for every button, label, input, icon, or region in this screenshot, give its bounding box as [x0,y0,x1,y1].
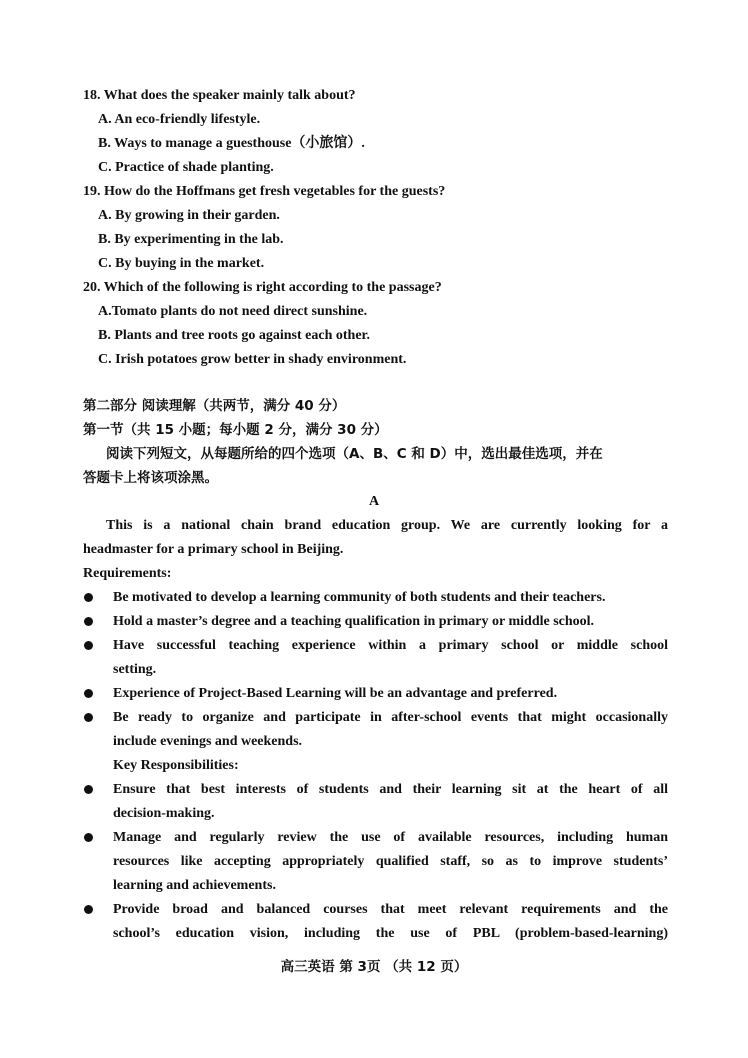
question-20: 20. Which of the following is right according to the passage? [83,280,442,295]
q19-option-b: B. By experimenting in the lab. [98,232,284,247]
list-item [83,781,668,823]
list-item [83,829,668,895]
list-item [83,637,668,679]
bullet-icon [84,713,93,722]
passage-intro-line-2: headmaster for a primary school in Beijing. [83,542,344,557]
q18-option-b: B. Ways to manage a guesthouse（小旅馆）. [98,136,365,151]
bullet-icon [84,905,93,914]
bullet-text: Manage and regularly review the use of available resources, including human [113,830,668,845]
part-two-title: 第二部分 阅读理解（共两节，满分 40 分） [83,398,346,414]
instruction-line-1: 阅读下列短文，从每题所给的四个选项（A、B、C 和 D）中，选出最佳选项，并在 [106,446,603,462]
bullet-icon [84,641,93,650]
responsibilities-heading: Key Responsibilities: [113,758,239,773]
section-one-title: 第一节（共 15 小题；每小题 2 分，满分 30 分） [83,422,388,438]
passage-intro-line-1: This is a national chain brand education group. We are currently looking for a [106,518,668,533]
bullet-text: Ensure that best interests of students and their learning sit at the heart of all [113,782,668,797]
list-item [83,901,668,943]
q20-option-c: C. Irish potatoes grow better in shady environment. [98,352,407,367]
list-item [83,709,668,751]
list-item [83,589,668,607]
question-19: 19. How do the Hoffmans get fresh vegetables for the guests? [83,184,446,199]
question-18: 18. What does the speaker mainly talk about? [83,88,356,103]
bullet-text: Have successful teaching experience within a primary school or middle school [113,638,668,653]
list-item [83,613,668,631]
bullet-text: Hold a master’s degree and a teaching qualification in primary or middle school. [113,614,595,629]
bullet-icon [84,833,93,842]
bullet-text: Experience of Project-Based Learning will be an advantage and preferred. [113,686,558,701]
bullet-text-continued: learning and achievements. [113,878,276,893]
bullet-text-continued: resources like accepting appropriately qualified staff, so as to improve students’ [113,854,668,869]
bullet-icon [84,689,93,698]
requirements-heading: Requirements: [83,566,172,581]
instruction-line-2: 答题卡上将该项涂黑。 [83,470,218,486]
bullet-icon [84,617,93,626]
bullet-text-continued: setting. [113,662,157,677]
q19-option-a: A. By growing in their garden. [98,208,280,223]
list-item [83,685,668,703]
bullet-text: Be ready to organize and participate in after-school events that might occasionally [113,710,668,725]
bullet-text-continued: school’s education vision, including the use of PBL (problem-based-learning) [113,926,668,941]
q18-option-c: C. Practice of shade planting. [98,160,274,175]
bullet-text-continued: decision-making. [113,806,215,821]
q18-option-a: A. An eco-friendly lifestyle. [98,112,261,127]
bullet-icon [84,785,93,794]
bullet-text-continued: include evenings and weekends. [113,734,303,749]
passage-label: A [368,494,380,509]
q20-option-a: A.Tomato plants do not need direct sunshine. [98,304,368,319]
bullet-text: Be motivated to develop a learning community of both students and their teachers. [113,590,606,605]
page-footer: 高三英语 第 3页 （共 12 页） [280,959,468,975]
bullet-icon [84,593,93,602]
q19-option-c: C. By buying in the market. [98,256,265,271]
q20-option-b: B. Plants and tree roots go against each other. [98,328,370,343]
bullet-text: Provide broad and balanced courses that meet relevant requirements and the [113,902,668,917]
